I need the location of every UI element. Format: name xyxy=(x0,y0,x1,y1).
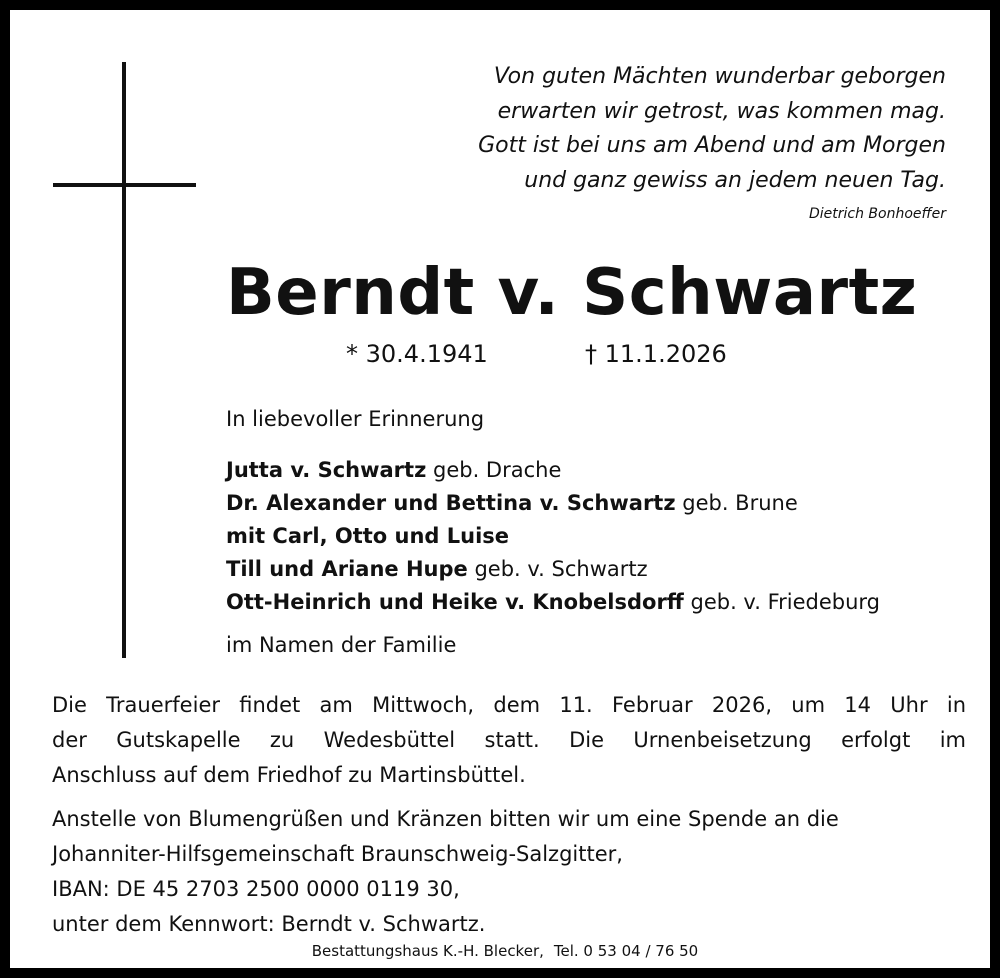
mourner-line xyxy=(226,454,880,487)
funeral-info-line: Anschluss auf dem Friedhof zu Martinsbüttel. xyxy=(52,763,526,787)
cross-icon-vertical-bar xyxy=(122,62,126,658)
mourner-line xyxy=(226,553,880,586)
mourner-birth-name: geb. v. Friedeburg xyxy=(683,590,880,614)
funeral-info-line: der Gutskapelle zu Wedesbüttel statt. Die Urnenbeisetzung erfolgt im xyxy=(52,728,966,752)
mourners-list xyxy=(226,454,880,619)
deceased-name: Berndt v. Schwartz xyxy=(226,256,918,330)
mourner-name: Jutta v. Schwartz xyxy=(226,458,427,482)
mourner-birth-name: geb. Brune xyxy=(675,491,798,515)
mourner-line xyxy=(226,520,880,553)
remembrance-intro: In liebevoller Erinnerung xyxy=(226,407,485,431)
mourner-line xyxy=(226,487,880,520)
bonhoeffer-poem xyxy=(478,60,946,198)
donation-info-line: Johanniter-Hilfsgemeinschaft Braunschweig-Salzgitter, xyxy=(52,842,623,866)
funeral-home-name: Bestattungshaus K.-H. Blecker, xyxy=(311,942,544,960)
family-closing: im Namen der Familie xyxy=(226,633,457,657)
donation-info xyxy=(52,802,966,942)
mourner-name: Till und Ariane Hupe xyxy=(226,557,468,581)
cross-icon-horizontal-bar xyxy=(53,183,196,187)
mourner-name: mit Carl, Otto und Luise xyxy=(226,524,510,548)
funeral-info-line: Die Trauerfeier findet am Mittwoch, dem 11. Februar 2026, um 14 Uhr in xyxy=(52,693,966,717)
mourner-name: Dr. Alexander und Bettina v. Schwartz xyxy=(226,491,676,515)
funeral-home-footer xyxy=(10,942,990,960)
funeral-home-phone: Tel. 0 53 04 / 76 50 xyxy=(553,942,699,960)
funeral-info xyxy=(52,688,966,793)
donation-info-line: Anstelle von Blumengrüßen und Kränzen bitten wir um eine Spende an die xyxy=(52,807,839,831)
poem-line: erwarten wir getrost, was kommen mag. xyxy=(497,98,946,124)
death-date: † 11.1.2026 xyxy=(585,340,727,368)
poem-line: und ganz gewiss an jedem neuen Tag. xyxy=(524,167,946,193)
donation-info-line: unter dem Kennwort: Berndt v. Schwartz. xyxy=(52,912,486,936)
poem-line: Gott ist bei uns am Abend und am Morgen xyxy=(478,133,946,158)
mourner-line xyxy=(226,586,880,619)
mourner-name: Ott-Heinrich und Heike v. Knobelsdorff xyxy=(226,590,684,614)
mourner-birth-name: geb. Drache xyxy=(426,458,562,482)
mourner-birth-name: geb. v. Schwartz xyxy=(467,557,648,581)
poem-line: Von guten Mächten wunderbar geborgen xyxy=(493,64,946,89)
donation-iban: IBAN: DE 45 2703 2500 0000 0119 30, xyxy=(52,877,460,901)
poem-author: Dietrich Bonhoeffer xyxy=(808,206,946,222)
birth-date: * 30.4.1941 xyxy=(346,340,488,368)
